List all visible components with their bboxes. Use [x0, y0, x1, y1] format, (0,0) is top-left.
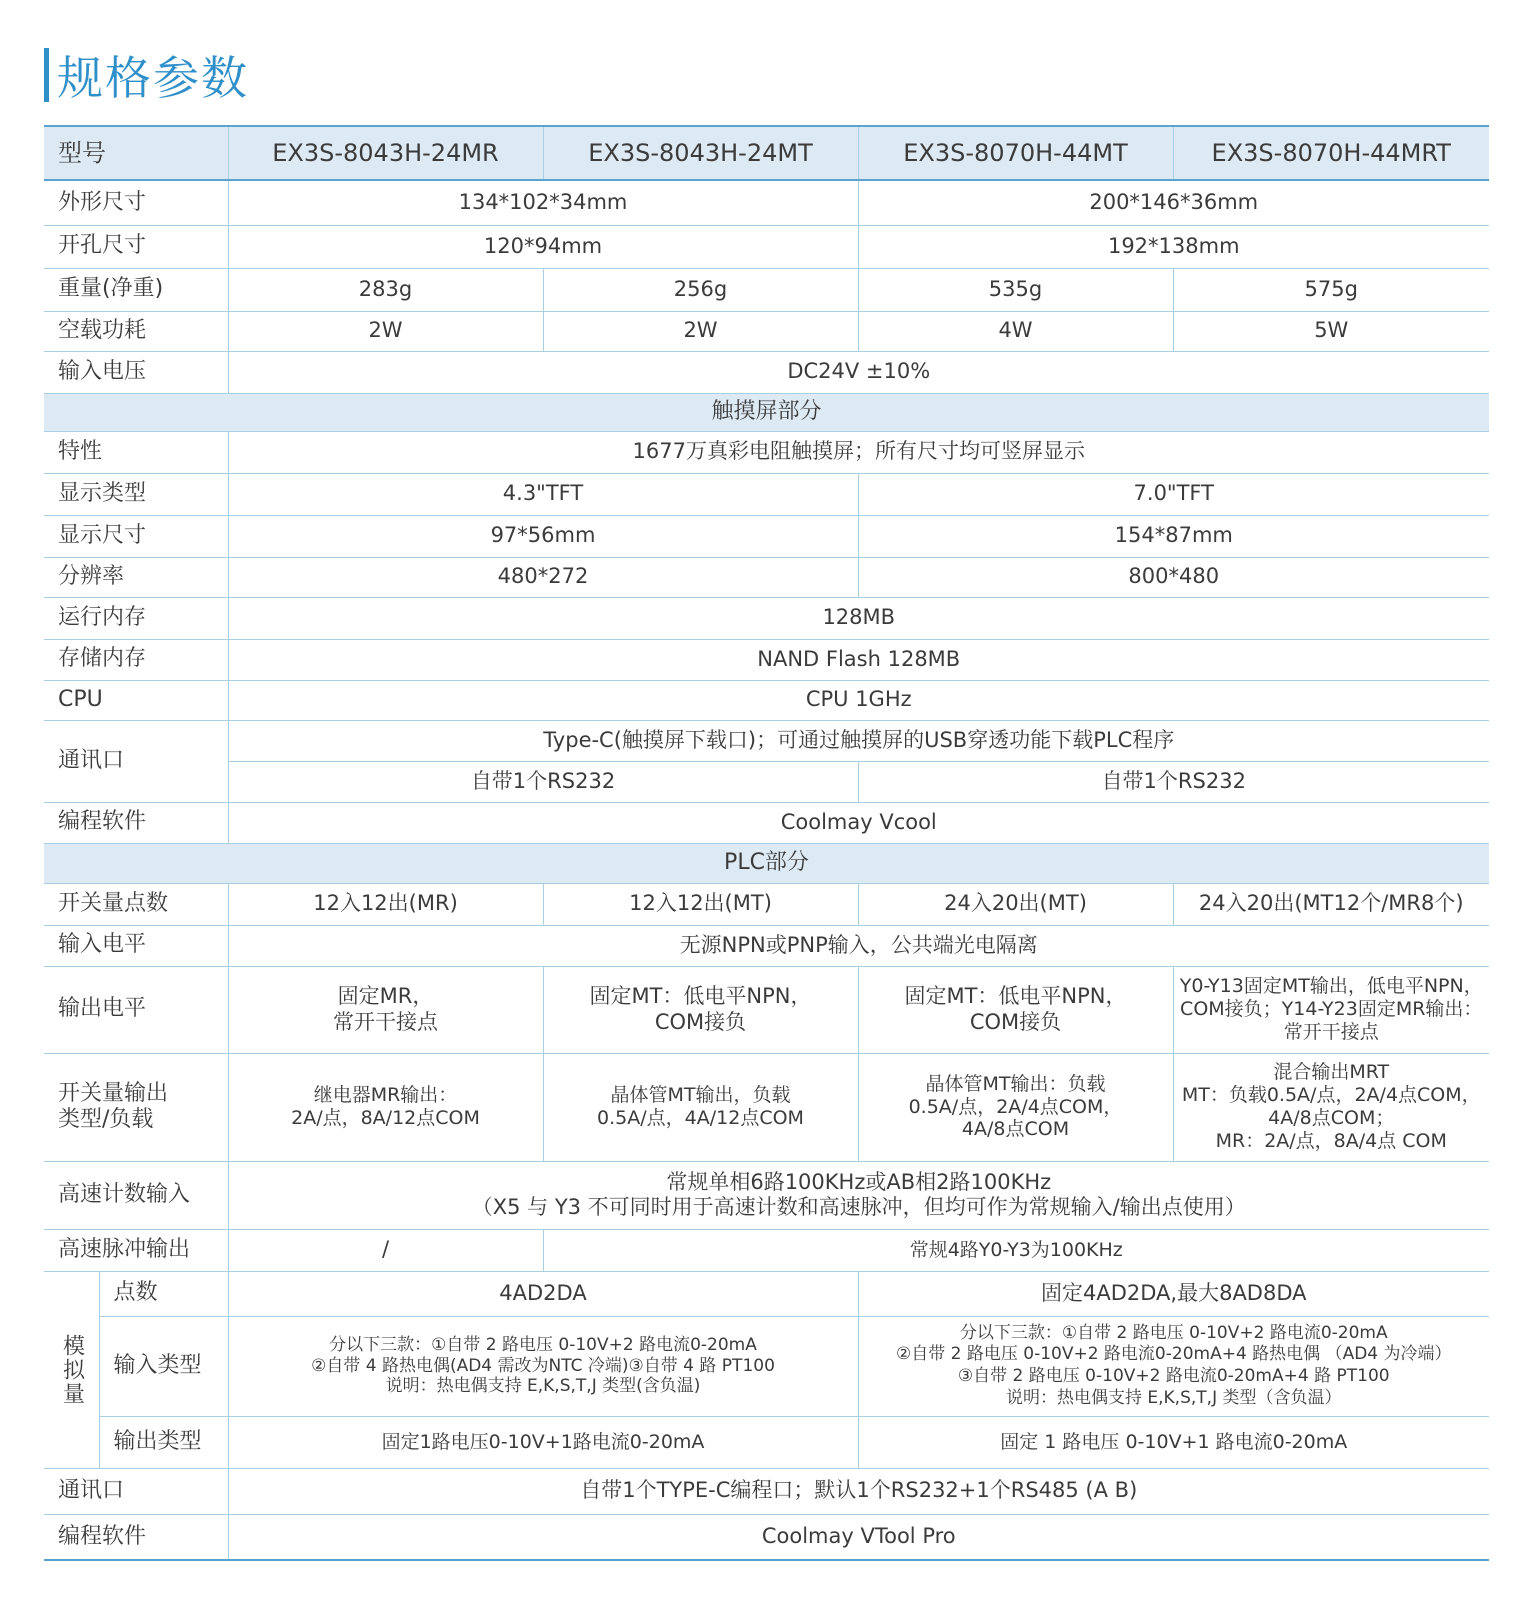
row-label: 高速脉冲输出: [44, 1229, 228, 1271]
spec-table: [44, 125, 1489, 1561]
table-row: [44, 720, 1489, 761]
cell-line: 固定MT：低电平NPN，: [589, 984, 812, 1009]
cell-value: 800*480: [858, 557, 1489, 597]
cell-value: 1677万真彩电阻触摸屏；所有尺寸均可竖屏显示: [228, 431, 1489, 473]
row-label-line: 开关量输出: [58, 1080, 169, 1106]
cell-value: 固定 1 路电压 0-10V+1 路电流0-20mA: [858, 1416, 1489, 1468]
cell-value: [543, 1053, 858, 1161]
table-row: [44, 225, 1489, 268]
header-row: [44, 126, 1489, 180]
analog-group-label: [44, 1271, 99, 1468]
section-header-plc: [44, 843, 1489, 883]
cell-value: 283g: [228, 268, 543, 311]
cell-line: 混合输出MRT: [1273, 1061, 1390, 1084]
cell-line: 说明：热电偶支持 E,K,S,T,J 类型(含负温): [385, 1376, 701, 1397]
table-row: [44, 761, 1489, 802]
row-label: 开关量点数: [44, 883, 228, 925]
cell-line: 晶体管MT输出：负载: [925, 1072, 1106, 1095]
cell-value: 192*138mm: [858, 225, 1489, 268]
cell-line: （X5 与 Y3 不可同时用于高速计数和高速脉冲，但均可作为常规输入/输出点使用）: [471, 1195, 1246, 1219]
table-row: [44, 1229, 1489, 1271]
cell-line: 常开干接点: [333, 1009, 438, 1034]
row-label: 输出电平: [44, 966, 228, 1053]
row-label: 运行内存: [44, 597, 228, 639]
table-row: [44, 597, 1489, 639]
table-row: [44, 473, 1489, 515]
cell-value: 4W: [858, 311, 1173, 351]
cell-line: 说明：热电偶支持 E,K,S,T,J 类型（含负温）: [1005, 1387, 1342, 1408]
cell-value: Coolmay VTool Pro: [228, 1514, 1489, 1560]
row-label: 外形尺寸: [44, 180, 228, 225]
row-label: 显示尺寸: [44, 515, 228, 557]
table-row: [44, 1468, 1489, 1514]
cell-value: [228, 1316, 858, 1416]
cell-line: COM接负: [969, 1009, 1062, 1034]
table-row: [44, 680, 1489, 720]
cell-line: 常开干接点: [1283, 1020, 1379, 1043]
cell-line: COM接负；Y14-Y23固定MR输出：: [1180, 998, 1483, 1021]
row-label: 输出类型: [99, 1416, 228, 1468]
cell-line: 固定MR，: [337, 984, 434, 1009]
table-row: [44, 515, 1489, 557]
row-label: 输入电平: [44, 925, 228, 966]
table-row: [44, 311, 1489, 351]
cell-value: DC24V ±10%: [228, 351, 1489, 393]
cell-value: NAND Flash 128MB: [228, 639, 1489, 680]
cell-value: 2W: [228, 311, 543, 351]
table-row: [44, 1053, 1489, 1161]
cell-line: 0.5A/点，2A/4点COM，: [908, 1095, 1123, 1118]
cell-value: [858, 1053, 1173, 1161]
section-title: PLC部分: [44, 843, 1489, 883]
cell-value: 4AD2DA: [228, 1271, 858, 1316]
cell-value: [858, 966, 1173, 1053]
table-row: [44, 557, 1489, 597]
model-name: EX3S-8043H-24MR: [228, 126, 543, 180]
cell-line: MR：2A/点，8A/4点 COM: [1215, 1129, 1447, 1152]
cell-line: 分以下三款：①自带 2 路电压 0-10V+2 路电流0-20mA: [329, 1335, 757, 1356]
cell-value: 256g: [543, 268, 858, 311]
cell-value: 自带1个RS232: [228, 761, 858, 802]
row-label: 高速计数输入: [44, 1161, 228, 1229]
row-label: 开孔尺寸: [44, 225, 228, 268]
table-row: [44, 883, 1489, 925]
table-row: [44, 1416, 1489, 1468]
cell-line: 继电器MR输出：: [313, 1084, 458, 1107]
row-label: CPU: [44, 680, 228, 720]
cell-value: 97*56mm: [228, 515, 858, 557]
table-row: [44, 268, 1489, 311]
cell-value: 4.3"TFT: [228, 473, 858, 515]
cell-value: 自带1个TYPE-C编程口；默认1个RS232+1个RS485 (A B): [228, 1468, 1489, 1514]
cell-value: 12入12出(MT): [543, 883, 858, 925]
cell-value: 575g: [1173, 268, 1489, 311]
table-row: [44, 1161, 1489, 1229]
header-label: 型号: [44, 126, 228, 180]
cell-line: Y0-Y13固定MT输出，低电平NPN，: [1179, 975, 1483, 998]
cell-line: 2A/点，8A/12点COM: [291, 1107, 480, 1129]
cell-line: 固定MT：低电平NPN，: [904, 984, 1127, 1009]
cell-value: Coolmay Vcool: [228, 802, 1489, 843]
table-row: [44, 1271, 1489, 1316]
title-accent-bar: [44, 48, 49, 102]
table-row: [44, 925, 1489, 966]
model-name: EX3S-8043H-24MT: [543, 126, 858, 180]
cell-value: 480*272: [228, 557, 858, 597]
page-title-text: 规格参数: [57, 51, 249, 105]
row-label: 分辨率: [44, 557, 228, 597]
table-row: [44, 180, 1489, 225]
cell-value: CPU 1GHz: [228, 680, 1489, 720]
cell-line: 常规单相6路100KHz或AB相2路100KHz: [666, 1169, 1052, 1194]
table-row: [44, 802, 1489, 843]
cell-line: 4A/8点COM；: [1268, 1107, 1395, 1129]
model-name: EX3S-8070H-44MT: [858, 126, 1173, 180]
row-label: 通讯口: [44, 720, 228, 802]
cell-value: 固定4AD2DA,最大8AD8DA: [858, 1271, 1489, 1316]
cell-value: /: [228, 1229, 543, 1271]
cell-value: 7.0"TFT: [858, 473, 1489, 515]
cell-value: 自带1个RS232: [858, 761, 1489, 802]
cell-value: 535g: [858, 268, 1173, 311]
cell-value: 24入20出(MT12个/MR8个): [1173, 883, 1489, 925]
row-label: 特性: [44, 431, 228, 473]
cell-value: [1173, 966, 1489, 1053]
row-label: 重量(净重): [44, 268, 228, 311]
cell-line: MT：负载0.5A/点，2A/4点COM，: [1181, 1084, 1481, 1107]
table-row: [44, 1316, 1489, 1416]
row-label-line: 类型/负载: [58, 1107, 154, 1132]
cell-line: ③自带 2 路电压 0-10V+2 路电流0-20mA+4 路 PT100: [957, 1366, 1390, 1386]
cell-line: 4A/8点COM: [961, 1118, 1070, 1141]
row-label: 显示类型: [44, 473, 228, 515]
cell-value: 128MB: [228, 597, 1489, 639]
cell-value: [1173, 1053, 1489, 1161]
row-label: 编程软件: [44, 802, 228, 843]
cell-line: ②自带 4 路热电偶(AD4 需改为NTC 冷端)③自带 4 路 PT100: [311, 1355, 775, 1376]
page-title: [44, 46, 249, 104]
cell-line: 晶体管MT输出，负载: [610, 1084, 791, 1107]
table-row: [44, 639, 1489, 680]
row-label: 输入类型: [99, 1316, 228, 1416]
table-row: [44, 966, 1489, 1053]
cell-value: 2W: [543, 311, 858, 351]
cell-value: 无源NPN或PNP输入，公共端光电隔离: [228, 925, 1489, 966]
cell-value: 154*87mm: [858, 515, 1489, 557]
cell-line: ②自带 2 路电压 0-10V+2 路电流0-20mA+4 路热电偶 （AD4 为冷端）: [895, 1344, 1452, 1365]
cell-value: [228, 1161, 1489, 1229]
cell-line: 分以下三款：①自带 2 路电压 0-10V+2 路电流0-20mA: [959, 1322, 1388, 1343]
cell-value: [228, 966, 543, 1053]
model-name: EX3S-8070H-44MRT: [1173, 126, 1489, 180]
cell-value: 200*146*36mm: [858, 180, 1489, 225]
cell-value: 24入20出(MT): [858, 883, 1173, 925]
table-row: [44, 351, 1489, 393]
cell-line: 0.5A/点，4A/12点COM: [597, 1107, 804, 1129]
cell-value: 固定1路电压0-10V+1路电流0-20mA: [228, 1416, 858, 1468]
row-label: 存储内存: [44, 639, 228, 680]
cell-line: COM接负: [654, 1009, 747, 1034]
analog-label-text: 模拟量: [59, 1333, 85, 1406]
cell-value: 12入12出(MR): [228, 883, 543, 925]
row-label: 输入电压: [44, 351, 228, 393]
row-label: 通讯口: [44, 1468, 228, 1514]
section-title: 触摸屏部分: [44, 393, 1489, 431]
row-label: 编程软件: [44, 1514, 228, 1560]
cell-value: 120*94mm: [228, 225, 858, 268]
cell-value: [858, 1316, 1489, 1416]
table-row: [44, 1514, 1489, 1560]
cell-value: 常规4路Y0-Y3为100KHz: [543, 1229, 1489, 1271]
row-label: [44, 1053, 228, 1161]
table-row: [44, 431, 1489, 473]
row-label: 空载功耗: [44, 311, 228, 351]
cell-value: 134*102*34mm: [228, 180, 858, 225]
row-label: 点数: [99, 1271, 228, 1316]
cell-value: [228, 1053, 543, 1161]
cell-value: Type-C(触摸屏下载口)；可通过触摸屏的USB穿透功能下载PLC程序: [228, 720, 1489, 761]
section-header-touch: [44, 393, 1489, 431]
cell-value: [543, 966, 858, 1053]
cell-value: 5W: [1173, 311, 1489, 351]
